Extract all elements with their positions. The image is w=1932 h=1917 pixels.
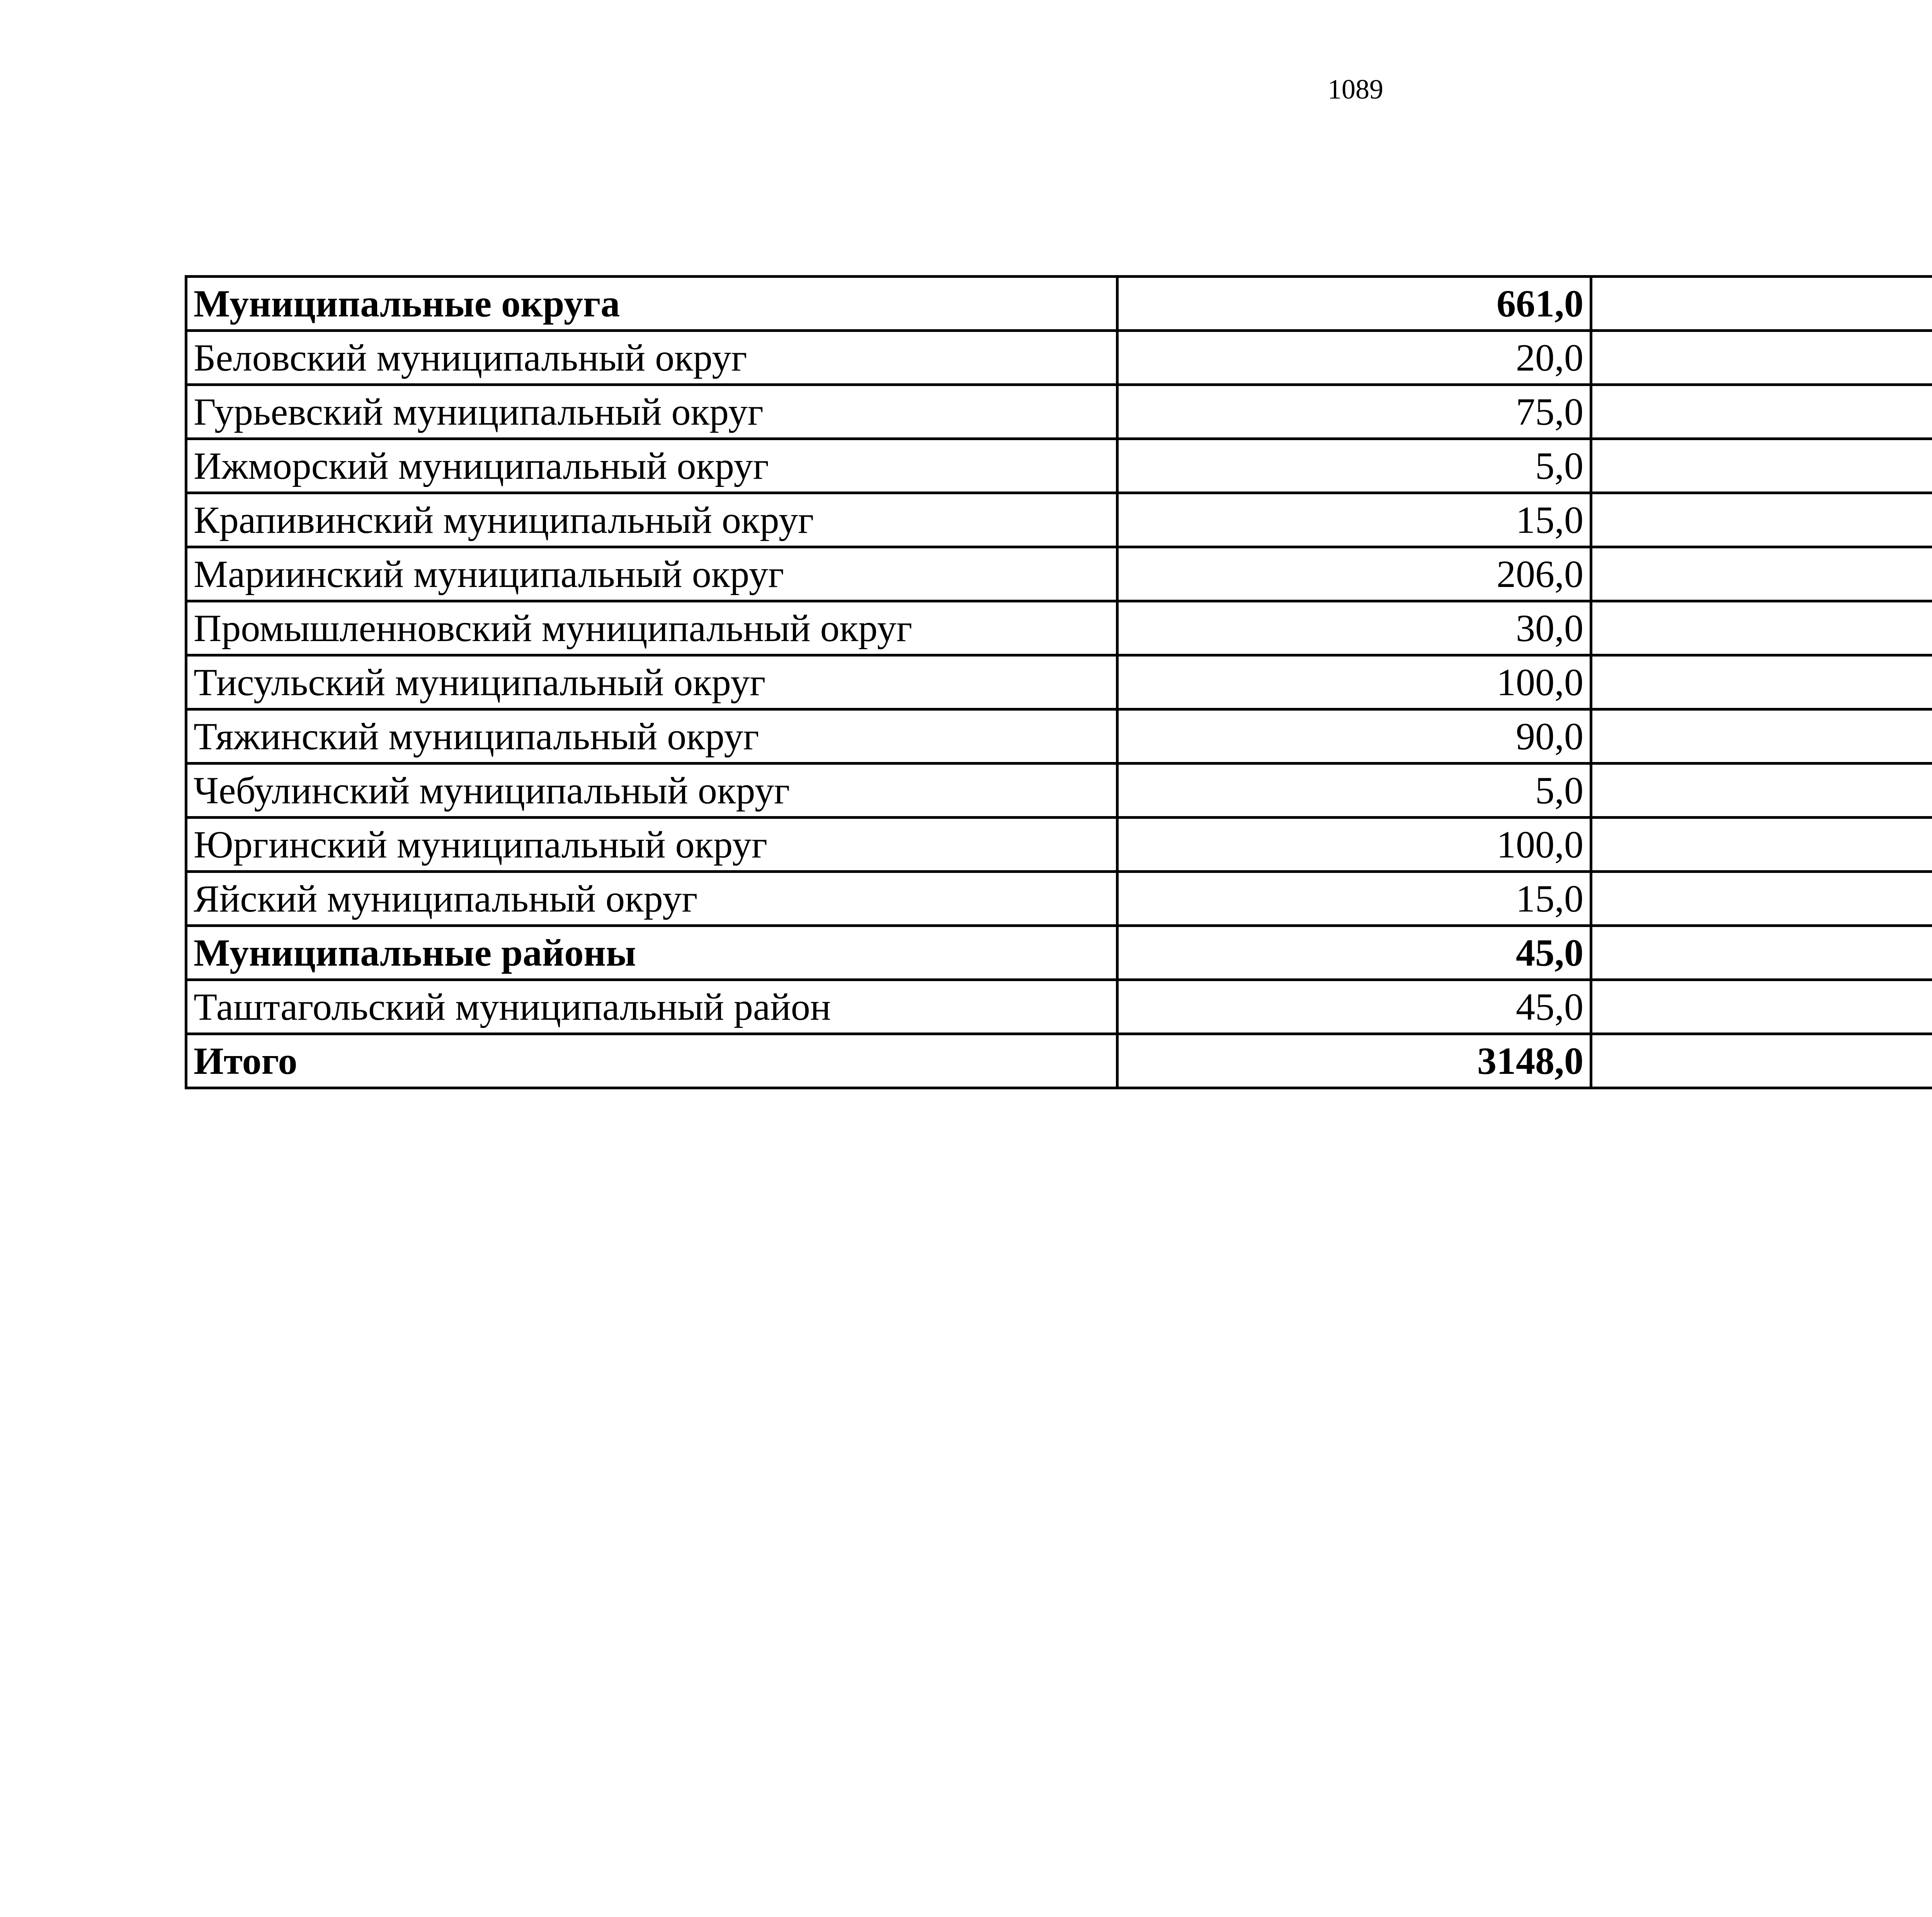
row-name-cell: Мариинский муниципальный округ <box>186 547 1117 601</box>
page-number: 1089 <box>1328 74 1383 105</box>
row-name-cell: Яйский муниципальный округ <box>186 872 1117 926</box>
value-cell-2 <box>1591 601 1932 655</box>
table-row <box>186 655 1932 709</box>
row-name-cell: Крапивинский муниципальный округ <box>186 493 1117 547</box>
table-row <box>186 980 1932 1034</box>
row-name-cell: Юргинский муниципальный округ <box>186 818 1117 872</box>
table-row-total <box>186 277 1932 331</box>
table-row <box>186 709 1932 764</box>
value-cell-1: 90,0 <box>1117 709 1591 764</box>
value-cell-2 <box>1591 926 1932 980</box>
value-cell-2 <box>1591 385 1932 439</box>
value-cell-1: 5,0 <box>1117 764 1591 818</box>
row-name-cell: Чебулинский муниципальный округ <box>186 764 1117 818</box>
value-cell-2 <box>1591 1034 1932 1088</box>
value-cell-1: 15,0 <box>1117 493 1591 547</box>
value-cell-2 <box>1591 277 1932 331</box>
value-cell-1: 661,0 <box>1117 277 1591 331</box>
value-cell-1: 15,0 <box>1117 872 1591 926</box>
row-name-cell: Муниципальные районы <box>186 926 1117 980</box>
value-cell-1: 20,0 <box>1117 331 1591 385</box>
value-cell-2 <box>1591 439 1932 493</box>
table-row <box>186 872 1932 926</box>
value-cell-2 <box>1591 818 1932 872</box>
row-name-cell: Муниципальные округа <box>186 277 1117 331</box>
value-cell-2 <box>1591 547 1932 601</box>
table-row-total <box>186 1034 1932 1088</box>
row-name-cell: Тисульский муниципальный округ <box>186 655 1117 709</box>
value-cell-1: 100,0 <box>1117 655 1591 709</box>
table-row <box>186 439 1932 493</box>
row-name-cell: Беловский муниципальный округ <box>186 331 1117 385</box>
row-name-cell: Гурьевский муниципальный округ <box>186 385 1117 439</box>
table-row <box>186 385 1932 439</box>
table-row <box>186 547 1932 601</box>
table-row <box>186 493 1932 547</box>
value-cell-1: 75,0 <box>1117 385 1591 439</box>
value-cell-2 <box>1591 655 1932 709</box>
value-cell-1: 5,0 <box>1117 439 1591 493</box>
table-row <box>186 764 1932 818</box>
value-cell-1: 45,0 <box>1117 980 1591 1034</box>
table-body <box>186 277 1932 1088</box>
table-row-total <box>186 926 1932 980</box>
allocation-table <box>185 275 1932 1089</box>
table-row <box>186 818 1932 872</box>
row-name-cell: Таштагольский муниципальный район <box>186 980 1117 1034</box>
value-cell-2 <box>1591 872 1932 926</box>
value-cell-2 <box>1591 709 1932 764</box>
value-cell-1: 206,0 <box>1117 547 1591 601</box>
table-row <box>186 601 1932 655</box>
value-cell-2 <box>1591 331 1932 385</box>
value-cell-1: 100,0 <box>1117 818 1591 872</box>
row-name-cell: Итого <box>186 1034 1117 1088</box>
row-name-cell: Промышленновский муниципальный округ <box>186 601 1117 655</box>
row-name-cell: Тяжинский муниципальный округ <box>186 709 1117 764</box>
table-row <box>186 331 1932 385</box>
value-cell-2 <box>1591 980 1932 1034</box>
value-cell-1: 3148,0 <box>1117 1034 1591 1088</box>
value-cell-2 <box>1591 493 1932 547</box>
value-cell-1: 30,0 <box>1117 601 1591 655</box>
row-name-cell: Ижморский муниципальный округ <box>186 439 1117 493</box>
value-cell-1: 45,0 <box>1117 926 1591 980</box>
value-cell-2 <box>1591 764 1932 818</box>
